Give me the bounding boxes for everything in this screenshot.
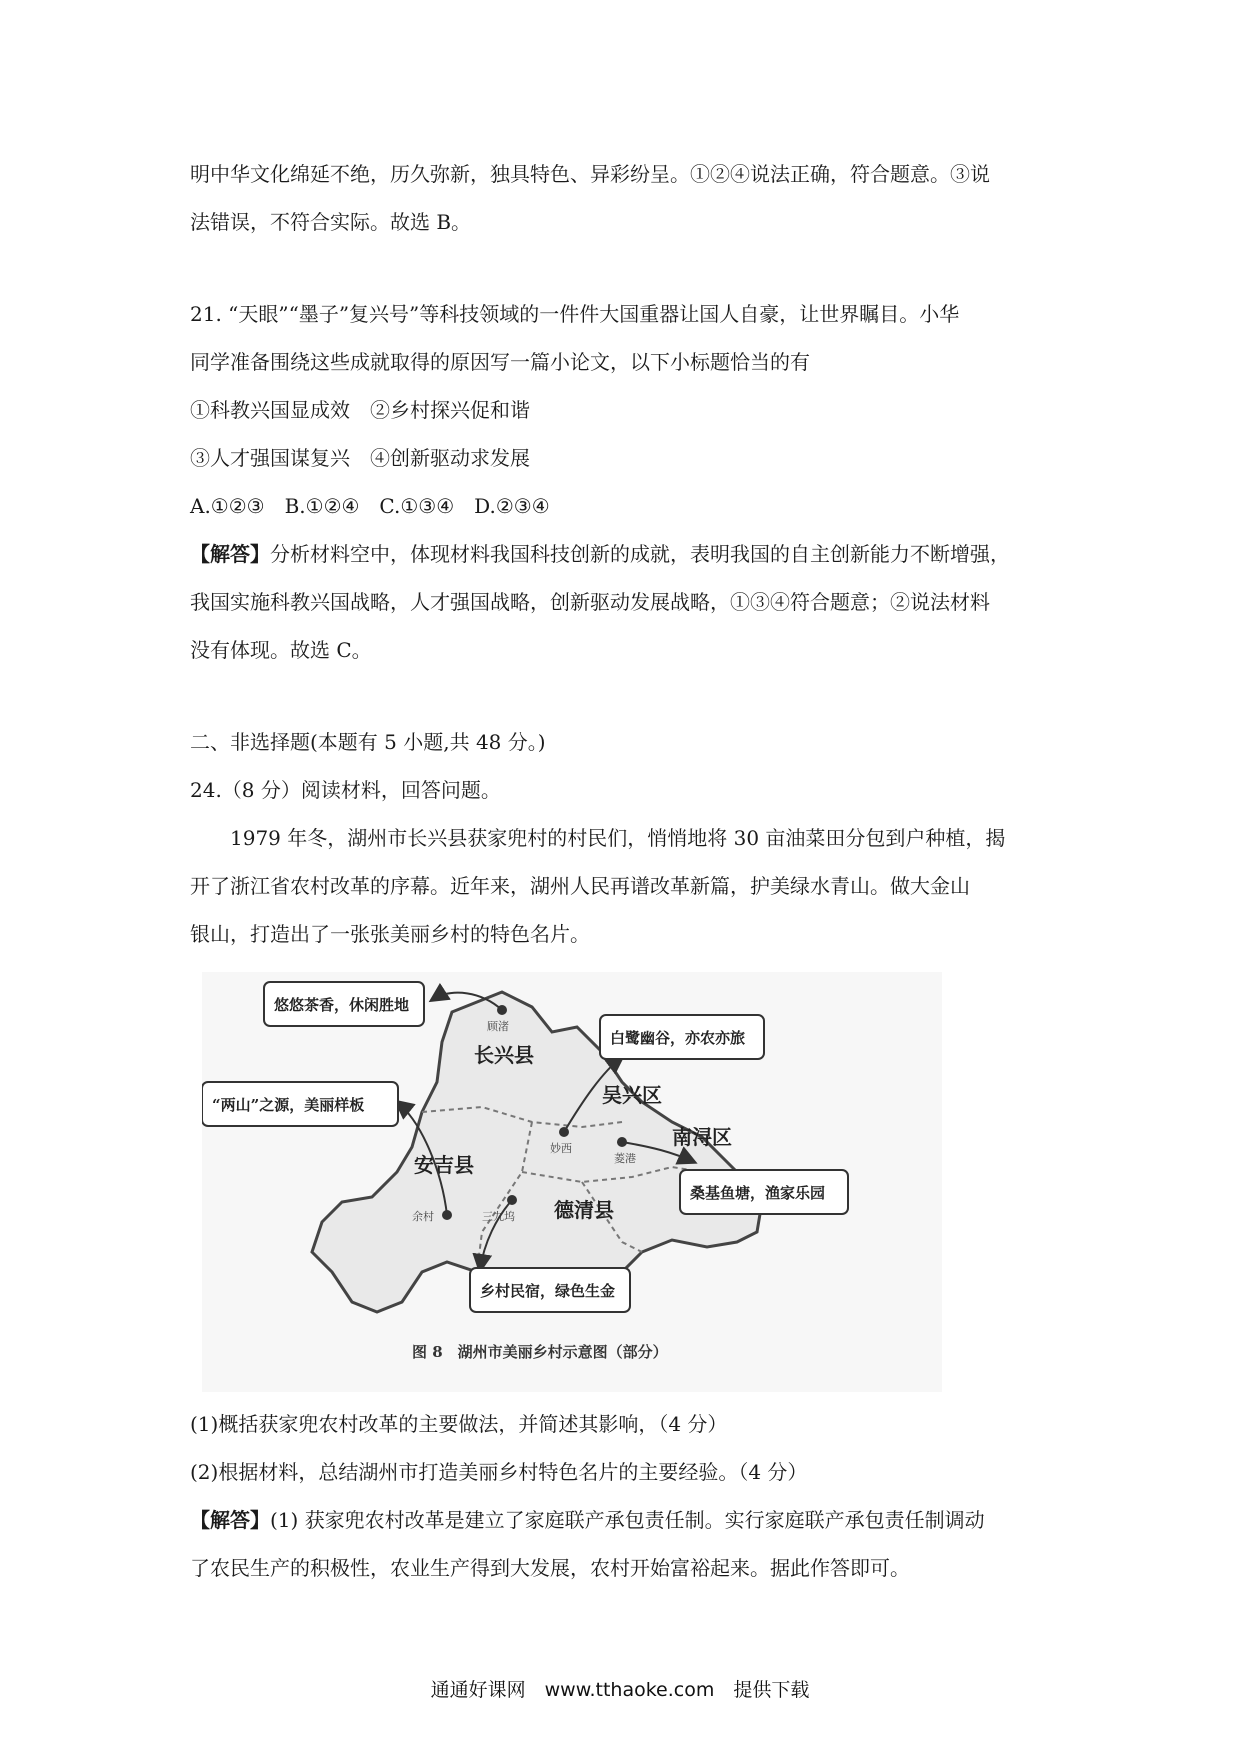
question-21-answer: 没有体现。故选 C。 [190, 638, 372, 662]
county-label-wuxing: 吴兴区 [602, 1083, 662, 1107]
county-label-anji: 安吉县 [414, 1153, 474, 1177]
callout-box-egret [600, 1015, 764, 1059]
svg-text:白鹭幽谷，亦农亦旅: 白鹭幽谷，亦农亦旅 [610, 1029, 746, 1047]
material-text: 银山，打造出了一张张美丽乡村的特色名片。 [190, 922, 590, 946]
answer-tag: 【解答】 [190, 1508, 270, 1532]
answer-text: (1) 获家兜农村改革是建立了家庭联产承包责任制。实行家庭联产承包责任制调动 [270, 1508, 985, 1532]
question-24-stem: 24.（8 分）阅读材料，回答问题。 [190, 778, 501, 802]
county-label-changxing: 长兴县 [474, 1043, 534, 1067]
county-label-nanxun: 南浔区 [672, 1125, 732, 1149]
paragraph-line: 法错误，不符合实际。故选 B。 [190, 210, 472, 234]
question-21-stem: 同学准备围绕这些成就取得的原因写一篇小论文，以下小标题恰当的有 [190, 350, 810, 374]
material-text: 1979 年冬，湖州市长兴县获家兜村的村民们，悄悄地将 30 亩油菜田分包到户种植，揭 [230, 826, 1006, 850]
town-label-yucun: 余村 [412, 1210, 434, 1223]
question-24-answer: 了农民生产的积极性，农业生产得到大发展，农村开始富裕起来。据此作答即可。 [190, 1556, 910, 1580]
answer-tag: 【解答】 [190, 542, 270, 566]
callout-box-homestay [470, 1268, 630, 1312]
county-label-deqing: 德清县 [554, 1198, 614, 1222]
question-21-option: ③人才强国谋复兴 ④创新驱动求发展 [190, 446, 530, 470]
huzhou-map-figure [202, 972, 942, 1392]
document-page [190, 150, 1060, 1592]
svg-text:乡村民宿，绿色生金: 乡村民宿，绿色生金 [480, 1282, 616, 1300]
town-label-lingang: 菱港 [614, 1152, 636, 1165]
question-21-stem: 21. “天眼”“墨子”复兴号”等科技领域的一件件大国重器让国人自豪，让世界瞩目。小华 [190, 302, 960, 326]
callout-box-liangshan [202, 1082, 398, 1126]
question-21-answer [190, 530, 1060, 578]
question-21-answer: 我国实施科教兴国战略，人才强国战略，创新驱动发展战略，①③④符合题意；②说法材料 [190, 590, 990, 614]
svg-text:“两山”之源，美丽样板: “两山”之源，美丽样板 [212, 1096, 365, 1114]
answer-text: 分析材料空中，体现材料我国科技创新的成就，表明我国的自主创新能力不断增强， [270, 542, 1010, 566]
paragraph-line: 明中华文化绵延不绝，历久弥新，独具特色、异彩纷呈。①②④说法正确，符合题意。③说 [190, 162, 990, 186]
svg-text:悠悠茶香，休闲胜地: 悠悠茶香，休闲胜地 [274, 996, 410, 1014]
town-label-guzhu: 顾渚 [487, 1020, 509, 1033]
page-footer: 通通好课网 www.tthaoke.com 提供下载 [430, 1679, 810, 1701]
callout-box-sangji [680, 1170, 848, 1214]
town-label-miaoxi: 妙西 [550, 1142, 572, 1155]
huzhou-map [202, 972, 942, 1392]
town-label-sanjiudu: 三九坞 [482, 1210, 515, 1223]
callout-box-tea [264, 982, 424, 1026]
section-heading: 二、非选择题(本题有 5 小题,共 48 分。) [190, 730, 546, 754]
svg-text:桑基鱼塘，渔家乐园: 桑基鱼塘，渔家乐园 [690, 1184, 826, 1202]
map-caption: 图 8 湖州市美丽乡村示意图（部分） [412, 1343, 668, 1361]
question-21-option: ①科教兴国显成效 ②乡村探兴促和谐 [190, 398, 530, 422]
material-text: 开了浙江省农村改革的序幕。近年来，湖州人民再谱改革新篇，护美绿水青山。做大金山 [190, 874, 970, 898]
question-21-choices: A.①②③ B.①②④ C.①③④ D.②③④ [190, 494, 550, 518]
question-24-answer [190, 1496, 1060, 1544]
sub-question-1: (1)概括获家兜农村改革的主要做法，并简述其影响，（4 分） [190, 1412, 728, 1436]
sub-question-2: (2)根据材料，总结湖州市打造美丽乡村特色名片的主要经验。（4 分） [190, 1460, 808, 1484]
